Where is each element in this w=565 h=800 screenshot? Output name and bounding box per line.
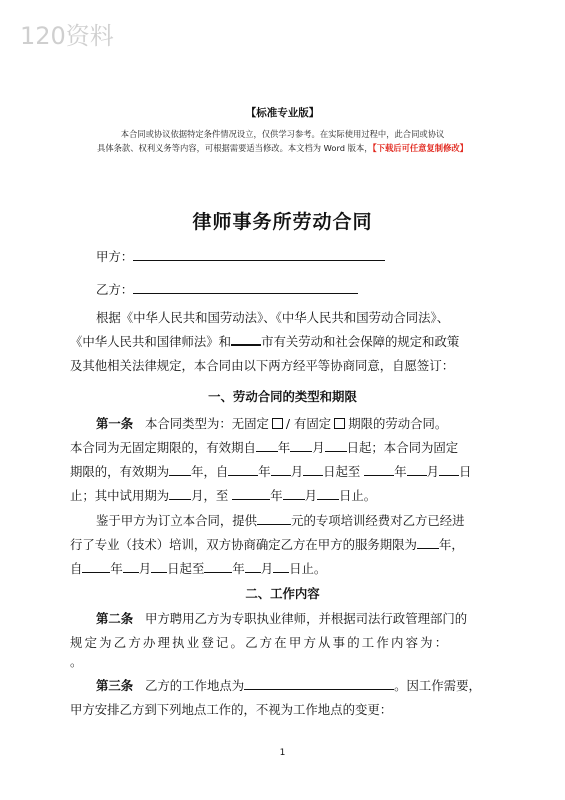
blank[interactable] (169, 463, 191, 476)
article-1-text-b: / 有固定 (285, 416, 332, 431)
article-1-line-1 (96, 414, 447, 432)
blank[interactable] (232, 487, 270, 500)
text: 日止。 (339, 488, 377, 503)
blank[interactable] (256, 439, 278, 452)
text: 年 (232, 561, 245, 576)
section-2-heading: 二、工作内容 (245, 586, 320, 601)
text: 年 (270, 488, 283, 503)
unfixed-term-checkbox[interactable] (272, 418, 283, 429)
blank[interactable] (303, 463, 323, 476)
training-line-3 (70, 559, 326, 577)
intro-line-3: 及其他相关法律规定，本合同由以下两方经平等协商同意，自愿签订： (70, 358, 455, 373)
service-years-blank[interactable] (417, 536, 439, 549)
text: 年，自 (191, 464, 229, 479)
blank[interactable] (290, 439, 312, 452)
party-a-label: 甲方： (96, 249, 134, 264)
text: 月 (138, 561, 152, 576)
party-b-blank[interactable] (133, 281, 358, 294)
article-1-label: 第一条 (96, 416, 134, 431)
article-2-line-1 (96, 609, 467, 627)
text: 年 (277, 440, 291, 455)
notice-line-2 (0, 141, 565, 155)
text: 行了专业（技术）培训，双方协商确定乙方在甲方的服务期限为 (70, 537, 417, 552)
blank[interactable] (151, 560, 167, 573)
article-3-line-2: 甲方安排乙方到下列地点工作的，不视为工作地点的变更： (70, 702, 393, 717)
blank[interactable] (204, 560, 232, 573)
blank[interactable] (169, 487, 191, 500)
city-blank[interactable] (231, 332, 261, 346)
text: 月 (312, 440, 325, 455)
text: 期限的，有效期为 (70, 464, 170, 479)
text: 月 (290, 464, 304, 479)
notice-badge: 【标准专业版】 (245, 107, 320, 119)
training-fee-blank[interactable] (257, 512, 291, 525)
text: 止；其中试用期为 (70, 488, 170, 503)
text: 年 (110, 561, 123, 576)
blank[interactable] (407, 463, 427, 476)
blank[interactable] (123, 560, 139, 573)
article-2-label: 第二条 (96, 611, 134, 626)
blank[interactable] (228, 463, 258, 476)
blank[interactable] (245, 560, 261, 573)
text: 年 (394, 464, 407, 479)
blank[interactable] (273, 560, 289, 573)
article-1-text-c: 期限的劳动合同。 (348, 416, 448, 431)
article-3-line-1 (96, 676, 481, 694)
text: 元的专项培训经费对乙方已经进 (291, 513, 465, 528)
intro-line-2b: 市有关劳动和社会保障的规定和政策 (261, 334, 460, 349)
text: 日起；本合同为固定 (346, 440, 459, 455)
training-line-1 (96, 511, 465, 529)
blank[interactable] (283, 487, 305, 500)
text: 鉴于甲方为订立本合同，提供 (96, 513, 258, 528)
page-number: 1 (279, 748, 286, 758)
blank[interactable] (364, 463, 394, 476)
notice-line-1: 本合同或协议依据特定条件情况设立，仅供学习参考。在实际使用过程中，此合同或协议 (120, 129, 445, 139)
section-1-heading: 一、劳动合同的类型和期限 (208, 389, 357, 404)
watermark: 120资料 (20, 22, 114, 50)
document-title: 律师事务所劳动合同 (192, 211, 373, 233)
party-a-line (96, 247, 385, 265)
blank[interactable] (439, 463, 459, 476)
party-b-line (96, 280, 358, 298)
text: 月，至 (191, 488, 229, 503)
text: 年 (258, 464, 271, 479)
notice-block (0, 105, 565, 155)
blank[interactable] (325, 439, 347, 452)
text: 月 (304, 488, 318, 503)
party-b-label: 乙方： (96, 282, 134, 297)
article-3-label: 第三条 (96, 678, 134, 693)
text: 乙方的工作地点为 (145, 678, 245, 693)
text: 自 (70, 561, 83, 576)
text: 日起至 (167, 561, 205, 576)
text: 本合同为无固定期限的，有效期自 (70, 440, 256, 455)
intro-line-2 (70, 332, 459, 350)
notice-line-2-text: 具体条款、权利义务等内容，可根据需要适当修改。本文档为 Word 版本， (97, 143, 373, 153)
blank[interactable] (82, 560, 110, 573)
intro-line-2a: 《中华人民共和国律师法》和 (70, 334, 232, 349)
fixed-term-checkbox[interactable] (334, 418, 345, 429)
article-1-line-3 (70, 462, 471, 480)
text: 日止。 (289, 561, 327, 576)
article-1-text-a: 本合同类型为：无固定 (145, 416, 269, 431)
work-location-blank[interactable] (244, 677, 394, 690)
article-1-line-2 (70, 438, 458, 456)
text: 月 (260, 561, 274, 576)
article-2-line-2: 规定为乙方办理执业登记。乙方在甲方从事的工作内容为： (70, 635, 450, 650)
notice-download-tag: 【下载后可任意复制修改】 (372, 143, 468, 153)
training-line-2 (70, 535, 464, 553)
text: 月 (426, 464, 439, 479)
text: 甲方聘用乙方为专职执业律师，并根据司法行政管理部门的 (145, 611, 468, 626)
text: 日起至 (323, 464, 361, 479)
text: 。因工作需要， (394, 678, 481, 693)
text: 日 (458, 464, 472, 479)
text: 年， (438, 537, 464, 552)
party-a-blank[interactable] (133, 248, 385, 261)
blank[interactable] (317, 487, 339, 500)
intro-line-1: 根据《中华人民共和国劳动法》、《中华人民共和国劳动合同法》、 (96, 310, 450, 325)
blank[interactable] (271, 463, 291, 476)
article-1-line-4 (70, 486, 376, 504)
article-2-line-3: 。 (70, 654, 83, 669)
